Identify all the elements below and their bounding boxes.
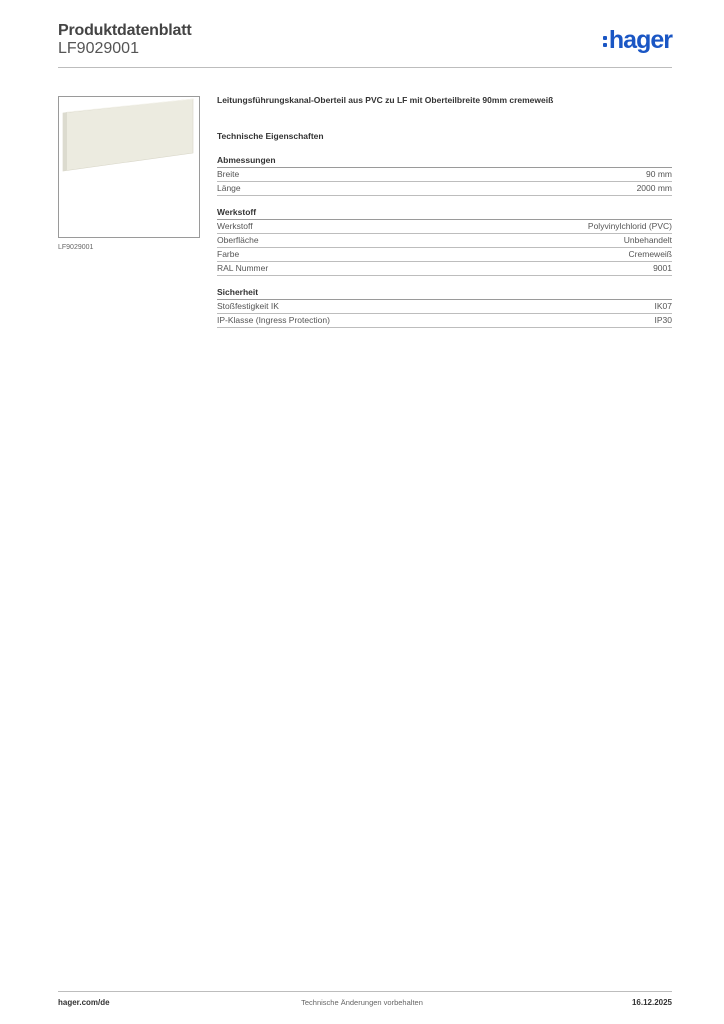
property-row bbox=[217, 234, 672, 248]
header-divider bbox=[58, 67, 672, 68]
property-row bbox=[217, 168, 672, 182]
property-row bbox=[217, 182, 672, 196]
property-value: 90 mm bbox=[646, 169, 672, 179]
property-row bbox=[217, 248, 672, 262]
property-row bbox=[217, 220, 672, 234]
property-value: Polyvinylchlorid (PVC) bbox=[587, 221, 672, 231]
footer-website-link[interactable]: hager.com/de bbox=[58, 998, 110, 1007]
section-title: Technische Eigenschaften bbox=[217, 131, 324, 141]
property-label: Breite bbox=[217, 169, 240, 179]
logo-wordmark: hager bbox=[608, 25, 672, 54]
hager-logo bbox=[603, 26, 672, 54]
footer-divider bbox=[58, 991, 672, 992]
property-row bbox=[217, 300, 672, 314]
property-value: 2000 mm bbox=[636, 183, 672, 193]
property-label: RAL Nummer bbox=[217, 263, 269, 273]
product-image bbox=[58, 96, 200, 238]
footer-date: 16.12.2025 bbox=[631, 998, 672, 1007]
property-value: IK07 bbox=[654, 301, 672, 311]
property-row bbox=[217, 262, 672, 276]
property-label: Werkstoff bbox=[217, 221, 253, 231]
group-title: Werkstoff bbox=[217, 206, 672, 220]
product-details bbox=[217, 94, 672, 338]
property-label: Länge bbox=[217, 183, 241, 193]
group-safety bbox=[217, 286, 672, 328]
property-label: Farbe bbox=[217, 249, 240, 259]
property-value: 9001 bbox=[653, 263, 672, 273]
document-title: Produktdatenblatt bbox=[58, 22, 192, 39]
property-value: Unbehandelt bbox=[623, 235, 672, 245]
group-dimensions bbox=[217, 154, 672, 196]
group-title: Abmessungen bbox=[217, 154, 672, 168]
product-description: Leitungsführungskanal-Oberteil aus PVC zu LF mit Oberteilbreite 90mm cremeweiß bbox=[217, 95, 554, 105]
property-value: Cremeweiß bbox=[628, 249, 672, 259]
group-title: Sicherheit bbox=[217, 286, 672, 300]
property-row bbox=[217, 314, 672, 328]
cable-duct-cover-image bbox=[59, 97, 199, 237]
group-material bbox=[217, 206, 672, 276]
image-caption: LF9029001 bbox=[58, 244, 94, 251]
property-label: Oberfläche bbox=[217, 235, 259, 245]
property-label: IP-Klasse (Ingress Protection) bbox=[217, 315, 330, 325]
property-label: Stoßfestigkeit IK bbox=[217, 301, 279, 311]
property-value: IP30 bbox=[654, 315, 672, 325]
page-header bbox=[58, 20, 672, 70]
product-number: LF9029001 bbox=[58, 40, 139, 57]
footer-notice: Technische Änderungen vorbehalten bbox=[301, 998, 423, 1007]
logo-dots-icon bbox=[603, 36, 607, 47]
